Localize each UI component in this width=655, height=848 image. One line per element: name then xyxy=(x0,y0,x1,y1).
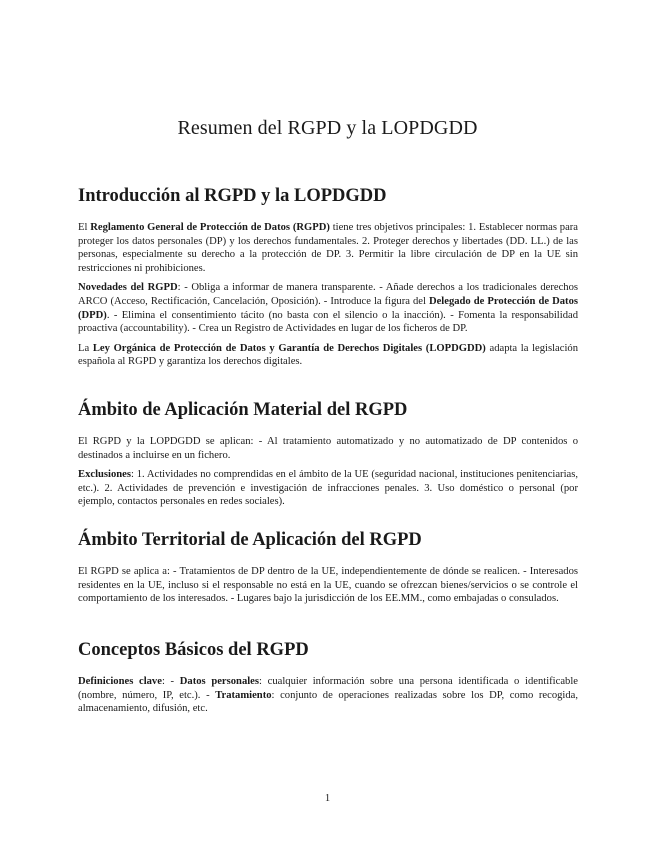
paragraph xyxy=(78,468,578,509)
page-number: 1 xyxy=(324,793,331,804)
paragraph xyxy=(78,221,578,275)
section-heading: Conceptos Básicos del RGPD xyxy=(78,640,309,660)
text-run: El RGPD se aplica a: - Tratamientos de DP dentro de la UE, independientemente de dónde se realicen. - Interesados residentes en la UE, incluso si el responsable no está en la UE, cuando se ofrezcan bienes/servicios o se controle el comportamiento de los interesados. - Lugares bajo la jurisdicción de los EE.MM., como embajadas o consulados. xyxy=(78,566,578,605)
text-run: El xyxy=(78,222,91,233)
text-run: adapta la legislación española al RGPD y garantiza los derechos digitales. xyxy=(78,342,578,368)
section-ambito-material xyxy=(78,399,578,515)
bold-term: Novedades del RGPD xyxy=(78,282,178,294)
paragraph xyxy=(78,281,578,335)
text-run: : - xyxy=(161,676,180,687)
section-ambito-territorial xyxy=(78,529,578,612)
text-run: El RGPD y la LOPDGDD se aplican: - Al tratamiento automatizado y no automatizado de DP contenidos o destinados a incluirse en un fichero. xyxy=(78,436,578,461)
bold-term: Tratamiento xyxy=(215,689,272,701)
section-conceptos-basicos xyxy=(78,639,578,722)
paragraph xyxy=(78,342,578,369)
bold-term: Ley Orgánica de Protección de Datos y Garantía de Derechos Digitales (LOPDGDD) xyxy=(92,342,486,354)
bold-term: Reglamento General de Protección de Datos (RGPD) xyxy=(90,222,330,233)
text-run: : cualquier información sobre una persona identificada o identificable (nombre, número, IP, etc.). - xyxy=(78,676,578,701)
bold-term: Definiciones clave xyxy=(78,676,162,687)
bold-term: Exclusiones xyxy=(78,469,131,481)
paragraph xyxy=(78,565,578,606)
bold-term: Datos personales xyxy=(179,676,260,687)
section-heading: Ámbito de Aplicación Material del RGPD xyxy=(78,400,408,420)
text-run: tiene tres objetivos principales: 1. Establecer normas para proteger los datos personales (DP) y los derechos fundamentales. 2. Proteger derechos y libertades (DD. LL.) de las personas, especialmente su derecho a la protección de DP. 3. Permitir la libre circulación de DP en la UE sin restricciones ni prohibiciones. xyxy=(78,222,578,274)
text-run: : conjunto de operaciones realizadas sobre los DP, como recogida, almacenamiento, difusión, etc. xyxy=(78,689,579,715)
paragraph xyxy=(78,675,578,716)
text-run: : - Obliga a informar de manera transparente. - Añade derechos a los tradicionales derechos ARCO (Acceso, Rectificación, Cancelación, Oposición). - Introduce la figura del xyxy=(78,282,578,307)
text-run: La xyxy=(78,342,93,354)
text-run: : 1. Actividades no comprendidas en el ámbito de la UE (seguridad nacional, instituciones penitenciarias, etc.). 2. Actividades de prevención e investigación de infracciones penales. 3. Uso doméstico o personal (por ejemplo, contactos personales en redes sociales). xyxy=(78,469,578,508)
section-introduccion xyxy=(78,185,578,375)
section-heading: Ámbito Territorial de Aplicación del RGPD xyxy=(78,530,422,550)
document-title: Resumen del RGPD y la LOPDGDD xyxy=(177,117,478,139)
text-run: . - Elimina el consentimiento tácito (no basta con el silencio o la inacción). - Fomenta la responsabilidad proactiva (accountability). - Crea un Registro de Actividades en lugar de los ficheros de DP. xyxy=(78,309,578,335)
section-heading: Introducción al RGPD y la LOPDGDD xyxy=(78,186,387,206)
bold-term: Delegado de Protección de Datos (DPD) xyxy=(78,295,578,321)
paragraph xyxy=(78,435,578,462)
